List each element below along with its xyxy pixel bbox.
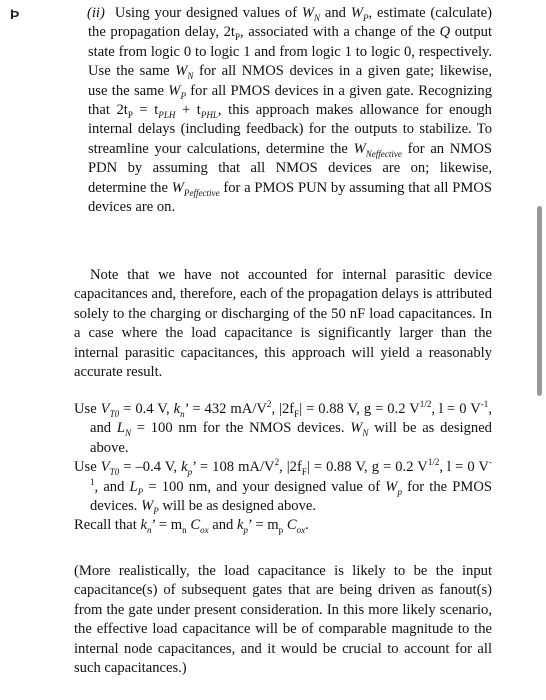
device-parameters bbox=[74, 400, 492, 536]
nmos-parameters: Use $V_{T0} = 0.4$ V, $k_n$’ = 432 $mA/V^2$, $|2f_F| = 0.88$ V, g = 0.2 $V^{1/2}$, l = 0 $V^{-1}$, and $L_N = 100$ nm for the NMOS devices. $W_N$ will be as designed above. bbox=[74, 399, 492, 456]
corner-glyph: Þ bbox=[10, 6, 20, 22]
pmos-parameters: Use $V_{T0} = -0.4$ V, $k_p$’ = 108 $mA/V^2$, $|2f_F| = 0.88$ V, g = 0.2 $V^{1/2}$, l = 0 $V^{-1}$, and $L_P = 100$ nm, and your designed value of $W_p$ for the PMOS devices. $W_P$ will be as designed above. bbox=[74, 457, 492, 516]
parasitic-note-paragraph: Note that we have not accounted for internal parasitic device capacitances and, therefore, each of the propagation delays is attributed solely to the charging or discharging of the 50 nF load capacitances. In a case where the load capacitance is significantly larger than the internal parasitic capacitances, this approach will yield a reasonably accurate result. bbox=[74, 267, 492, 381]
scrollbar-thumb[interactable] bbox=[537, 206, 542, 396]
recall-line: Recall that $k_n$’ = $m_n$ $C_{ox}$ and $k_p$’ = $m_p$ $C_{ox}$. bbox=[74, 517, 309, 536]
fanout-remark-paragraph: (More realistically, the load capacitance is likely to be the input capacitance(s) of subsequent gates that are being driven as fanout(s) from the gate under present consideration. In this more likely scenario, the effective load capacitance will be of comparable magnitude to the internal node capacitances, and it would be crucial to account for all such capacitances.) bbox=[74, 563, 492, 677]
part-label: (ii) bbox=[87, 5, 105, 21]
part-ii-paragraph: (ii) Using your designed values of $W_N$ and $W_P$, estimate (calculate) the propagation delay, $2t_P$, associated with a change of the Q output state from logic 0 to logic 1 and from logic 1 to logic 0, respectively. Use the same $W_N$ for all NMOS devices in a given gate; likewise, use the same $W_P$ for all PMOS devices in a given gate. Recognizing that $2t_P = t_{PLH} + t_{PHL}$, this approach makes allowance for enough internal delays (including feedback) for the outputs to stabilize. To streamline your calculations, determine the $W_{Neffective}$ for an NMOS PDN by assuming that all NMOS devices are on; likewise, determine the $W_{Peffective}$ for a PMOS PUN by assuming that all PMOS devices are on. bbox=[87, 5, 493, 216]
